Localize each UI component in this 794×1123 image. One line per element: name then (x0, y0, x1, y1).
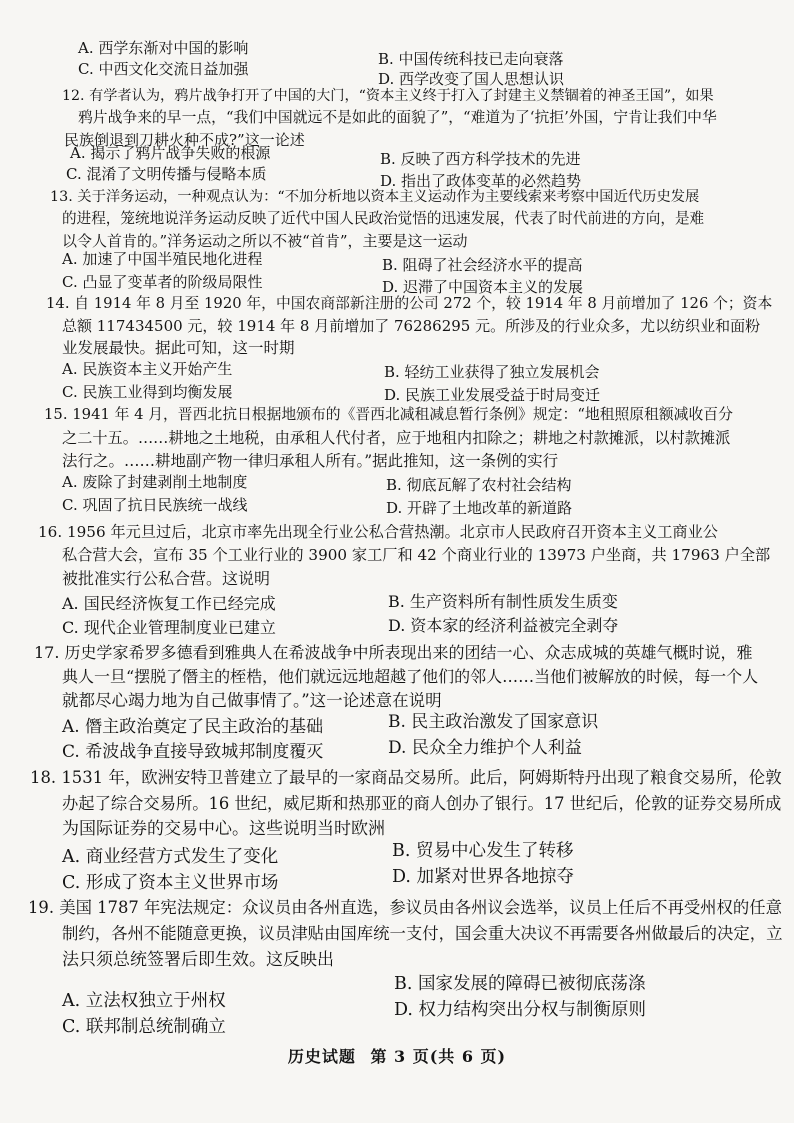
option-a: A. 西学东渐对中国的影响 (78, 39, 249, 57)
option-c: C. 巩固了抗日民族统一战线 (62, 496, 248, 514)
option-d: D. 民族工业发展受益于时局变迁 (384, 386, 601, 404)
question-text: 12. 有学者认为，鸦片战争打开了中国的大门，“资本主义终于打入了封建主义禁锢着的神圣王国”，如果 (62, 88, 714, 104)
option-c: C. 凸显了变革者的阶级局限性 (62, 273, 263, 291)
option-a: A. 商业经营方式发生了变化 (62, 847, 279, 867)
option-c: C. 混淆了文明传播与侵略本质 (66, 165, 267, 183)
option-b: B. 国家发展的障碍已被彻底荡涤 (394, 974, 646, 994)
option-a: A. 揭示了鸦片战争失败的根源 (70, 144, 271, 162)
option-a: A. 民族资本主义开始产生 (62, 360, 233, 378)
question-text: 13. 关于洋务运动，一种观点认为：“不加分析地以资本主义运动作为主要线索来考察中国近代历史发展 (50, 189, 700, 205)
option-c: C. 联邦制总统制确立 (62, 1017, 226, 1037)
question-text: 以令人首肯的。”洋务运动之所以不被“首肯”，主要是这一运动 (62, 232, 468, 250)
option-a: A. 废除了封建剥削土地制度 (62, 473, 248, 491)
question-text: 制约，各州不能随意更换，议员津贴由国库统一支付，国会重大决议不再需要各州做最后的决定，立 (62, 924, 783, 943)
question-text: 业发展最快。据此可知，这一时期 (62, 339, 295, 357)
question-text: 总额 117434500 元，较 1914 年 8 月前增加了 76286295 元。所涉及的行业众多，尤以纺织业和面粉 (62, 317, 761, 335)
option-c: C. 现代企业管理制度业已建立 (62, 618, 276, 637)
option-d: D. 西学改变了国人思想认识 (378, 70, 565, 88)
option-d: D. 民众全力维护个人利益 (388, 738, 582, 758)
page-footer (0, 1044, 794, 1067)
question-text: 被批准实行公私合营。这说明 (62, 569, 271, 588)
option-b: B. 阻碍了社会经济水平的提高 (382, 256, 583, 274)
question-text: 鸦片战争来的早一点，“我们中国就远不是如此的面貌了”，“难道为了‘抗拒’外国，宁肯让我们中华 (78, 109, 717, 126)
option-a: A. 僭主政治奠定了民主政治的基础 (62, 717, 324, 737)
option-a: A. 立法权独立于州权 (62, 991, 226, 1011)
option-d: D. 开辟了土地改革的新道路 (386, 499, 573, 517)
option-d: D. 迟滞了中国资本主义的发展 (382, 278, 584, 296)
option-d: D. 指出了政体变革的必然趋势 (380, 172, 582, 190)
question-text: 法只须总统签署后即生效。这反映出 (62, 950, 334, 970)
option-b: B. 反映了西方科学技术的先进 (380, 150, 581, 168)
option-d: D. 权力结构突出分权与制衡原则 (394, 1000, 647, 1020)
option-b: B. 生产资料所有制性质发生质变 (388, 592, 618, 611)
footer-subject: 历史试题 (287, 1047, 356, 1066)
option-b: B. 中国传统科技已走向衰落 (378, 50, 564, 68)
question-text: 的进程，笼统地说洋务运动反映了近代中国人民政治觉悟的迅速发展，代表了时代前进的方向，是难 (62, 210, 705, 227)
option-c: C. 中西文化交流日益加强 (78, 60, 249, 78)
option-b: B. 民主政治激发了国家意识 (388, 712, 599, 732)
question-text: 19. 美国 1787 年宪法规定：众议员由各州直选，参议员由各州议会选举，议员上任后不再受州权的任意 (28, 898, 782, 917)
question-text: 为国际证券的交易中心。这些说明当时欧洲 (62, 819, 385, 839)
option-c: C. 形成了资本主义世界市场 (62, 873, 279, 893)
option-a: A. 国民经济恢复工作已经完成 (62, 594, 276, 613)
option-c: C. 希波战争直接导致城邦制度覆灭 (62, 742, 324, 762)
question-text: 18. 1531 年，欧洲安特卫普建立了最早的一家商品交易所。此后，阿姆斯特丹出现了粮食交易所，伦敦 (30, 768, 782, 787)
option-b: B. 轻纺工业获得了独立发展机会 (384, 363, 600, 381)
question-text: 私合营大会，宣布 35 个工业行业的 3900 家工厂和 42 个商业行业的 13973 户坐商，共 17963 户全部 (62, 546, 771, 564)
option-b: B. 彻底瓦解了农村社会结构 (386, 476, 572, 494)
question-text: 就都尽心竭力地为自己做事情了。”这一论述意在说明 (62, 691, 442, 710)
question-text: 民族倒退到刀耕火种不成?”这一论述 (64, 131, 305, 149)
question-text: 15. 1941 年 4 月，晋西北抗日根据地颁布的《晋西北减租减息暂行条例》规定：“地租照原租额减收百分 (44, 406, 733, 423)
question-text: 典人一旦“摆脱了僭主的桎梏，他们就远远地超越了他们的邻人……当他们被解放的时候，每一个人 (62, 667, 759, 686)
option-d: D. 资本家的经济利益被完全剥夺 (388, 616, 619, 635)
question-text: 法行之。……耕地副产物一律归承租人所有。”据此推知，这一条例的实行 (62, 452, 559, 470)
question-text: 之二十五。……耕地之土地税，由承租人代付者，应于地租内扣除之；耕地之村款摊派，以村款摊派 (62, 429, 731, 447)
option-b: B. 贸易中心发生了转移 (392, 841, 574, 861)
question-text: 17. 历史学家希罗多德看到雅典人在希波战争中所表现出来的团结一心、众志成城的英雄气概时说，雅 (34, 643, 753, 662)
option-d: D. 加紧对世界各地掠夺 (392, 867, 575, 887)
question-text: 14. 自 1914 年 8 月至 1920 年，中国农商部新注册的公司 272 个，较 1914 年 8 月前增加了 126 个；资本 (46, 295, 773, 312)
option-a: A. 加速了中国半殖民地化进程 (62, 250, 263, 268)
question-text: 办起了综合交易所。16 世纪，威尼斯和热那亚的商人创办了银行。17 世纪后，伦敦的证券交易所成 (62, 794, 782, 813)
footer-page-number: 第 3 页(共 6 页) (370, 1047, 507, 1066)
question-text: 16. 1956 年元旦过后，北京市率先出现全行业公私合营热潮。北京市人民政府召开资本主义工商业公 (38, 523, 718, 541)
option-c: C. 民族工业得到均衡发展 (62, 383, 233, 401)
